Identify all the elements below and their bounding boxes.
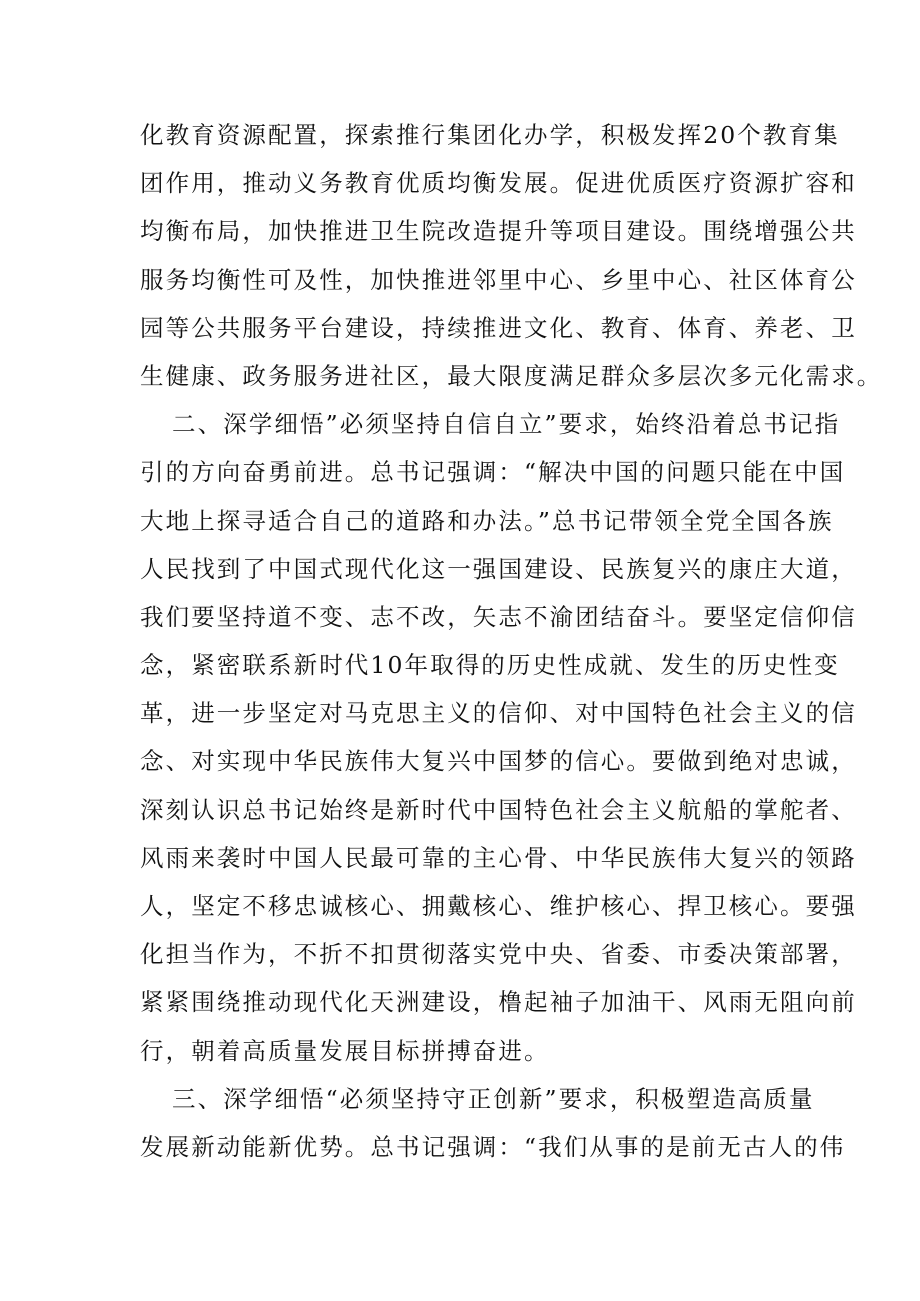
text-line: 大地上探寻适合自己的道路和办法。”总书记带领全党全国各族 bbox=[140, 506, 834, 535]
text-line: 紧紧围绕推动现代化天洲建设，橹起袖子加油干、风雨无阻向前 bbox=[140, 988, 857, 1017]
text-line: 化担当作为，不折不扣贯彻落实党中央、省委、市委决策部署， bbox=[140, 940, 857, 969]
text-line: 革，进一步坚定对马克思主义的信仰、对中国特色社会主义的信 bbox=[140, 699, 857, 728]
text-line: 化教育资源配置，探索推行集团化办学，积极发挥20个教育集 bbox=[140, 121, 840, 149]
text-line: 生健康、政务服务进社区，最大限度满足群众多层次多元化需求。 bbox=[140, 361, 883, 390]
text-line: 人，坚定不移忠诚核心、拥戴核心、维护核心、捍卫核心。要强 bbox=[140, 892, 857, 920]
text-line: 园等公共服务平台建设，持续推进文化、教育、体育、养老、卫 bbox=[140, 313, 857, 342]
text-line: 我们要坚持道不变、志不改，矢志不渝团结奋斗。要坚定信仰信 bbox=[140, 602, 857, 631]
text-line: 风雨来袭时中国人民最可靠的主心骨、中华民族伟大复兴的领路 bbox=[140, 843, 857, 872]
document-body bbox=[140, 111, 883, 1171]
section-heading-line: 三、深学细悟“必须坚持守正创新”要求，积极塑造高质量 bbox=[172, 1084, 815, 1113]
text-line: 念、对实现中华民族伟大复兴中国梦的信心。要做到绝对忠诚， bbox=[140, 747, 857, 776]
text-line: 深刻认识总书记始终是新时代中国特色社会主义航船的掌舵者、 bbox=[140, 795, 857, 824]
text-line: 引的方向奋勇前进。总书记强调：“解决中国的问题只能在中国 bbox=[140, 458, 846, 487]
text-line: 人民找到了中国式现代化这一强国建设、民族复兴的康庄大道， bbox=[140, 554, 857, 583]
text-line: 行，朝着高质量发展目标拼搏奋进。 bbox=[140, 1036, 550, 1065]
text-line: 均衡布局，加快推进卫生院改造提升等项目建设。围绕增强公共 bbox=[140, 217, 857, 246]
text-line: 念，紧密联系新时代10年取得的历史性成就、发生的历史性变 bbox=[140, 651, 840, 680]
text-line: 团作用，推动义务教育优质均衡发展。促进优质医疗资源扩容和 bbox=[140, 169, 857, 198]
text-line: 服务均衡性可及性，加快推进邻里中心、乡里中心、社区体育公 bbox=[140, 265, 857, 294]
section-heading-line: 二、深学细悟”必须坚持自信自立”要求，始终沿着总书记指 bbox=[172, 410, 841, 439]
text-line: 发展新动能新优势。总书记强调：“我们从事的是前无古人的伟 bbox=[140, 1132, 846, 1161]
